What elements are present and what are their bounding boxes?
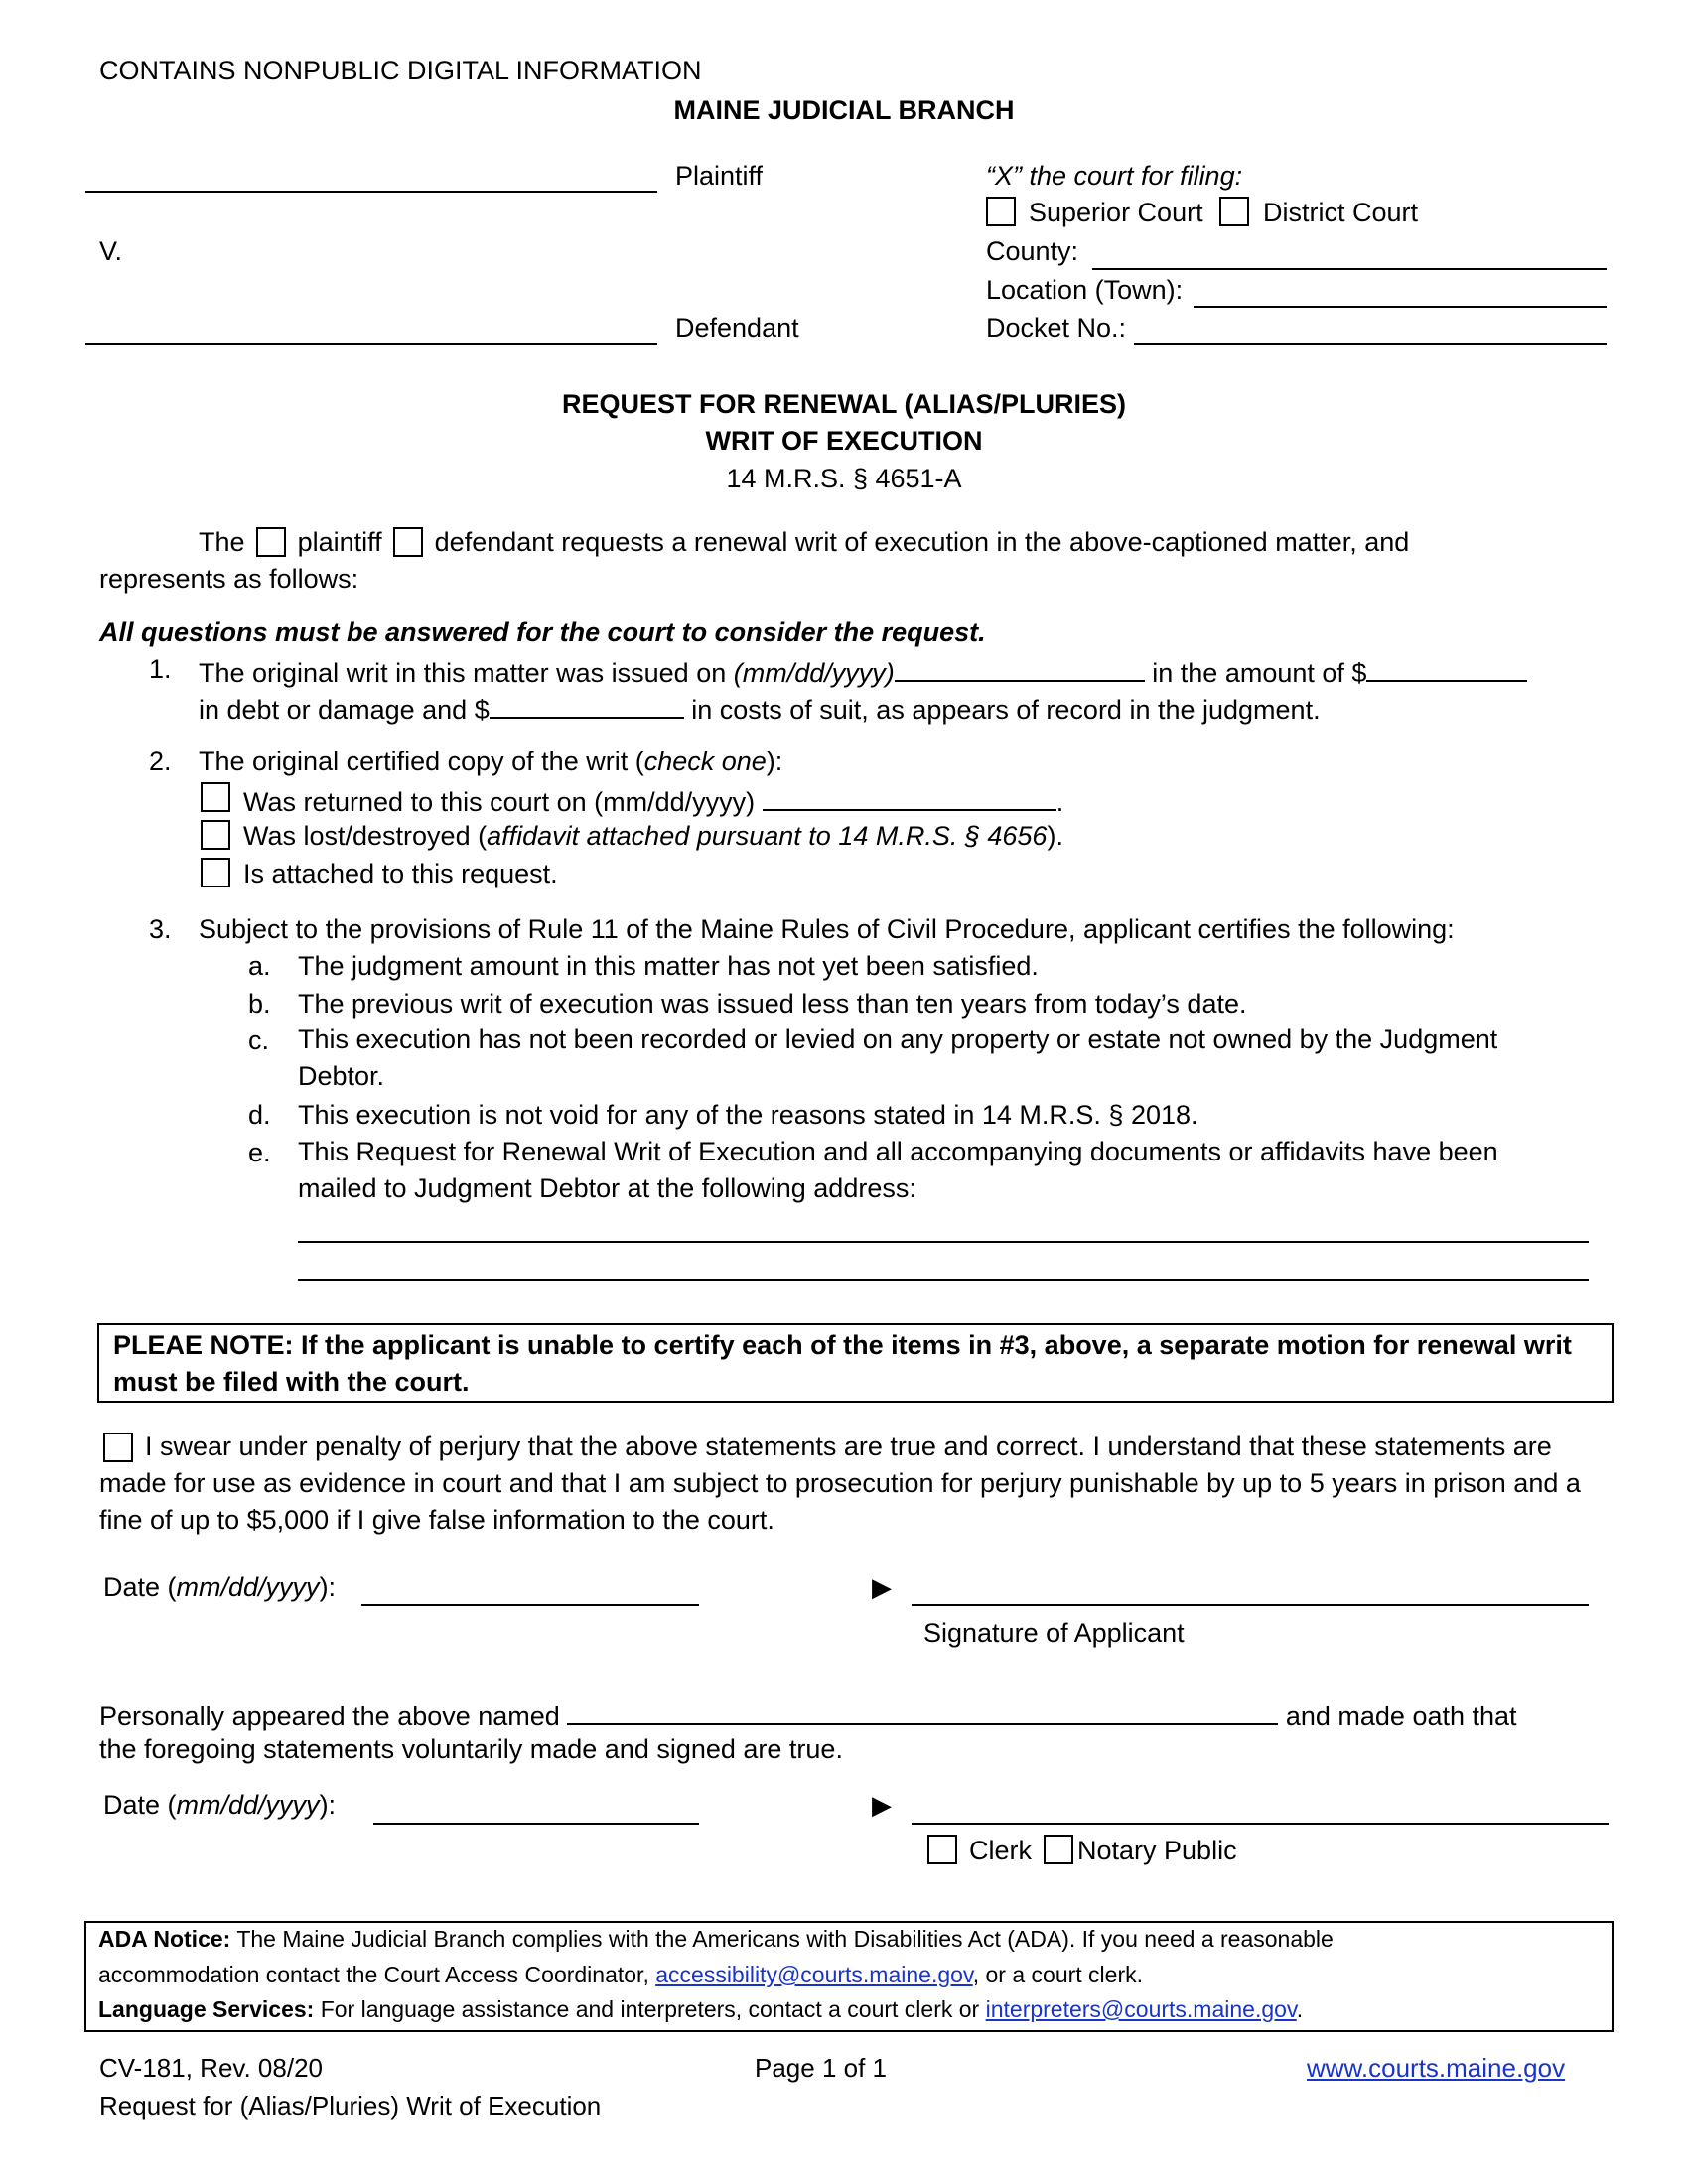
note-text: PLEAE NOTE: If the applicant is unable to certify each of the items in #3, above, a separate motion for renewal writ must be filed with the court. <box>113 1330 1572 1397</box>
notary-label: Notary Public <box>1077 1836 1237 1865</box>
ada-text3: , or a court clerk. <box>972 1962 1143 1987</box>
sub-letter: b. <box>248 989 271 1019</box>
item2-text-end: ): <box>766 747 783 776</box>
docket-line[interactable] <box>1134 343 1607 345</box>
language-text: For language assistance and interpreters, contact a court clerk or <box>320 1996 980 2022</box>
date-hint: mm/dd/yyyy <box>176 1572 320 1602</box>
superior-court-checkbox[interactable] <box>986 197 1016 226</box>
language-end: . <box>1296 1996 1304 2022</box>
date-label-end: ): <box>319 1790 337 1820</box>
plaintiff-name-line[interactable] <box>85 191 657 193</box>
location-label: Location (Town): <box>986 275 1184 305</box>
item2-hint: check one <box>643 747 767 776</box>
returned-option <box>243 783 1063 818</box>
ada-text2: accommodation contact the Court Access Coordinator, <box>98 1962 649 1987</box>
sub-letter: a. <box>248 951 271 981</box>
item1-text-a: The original writ in this matter was issued on <box>199 658 727 688</box>
date-label-a: Date ( <box>103 1790 177 1820</box>
intro-plaintiff: plaintiff <box>297 527 382 557</box>
oath-text: I swear under penalty of perjury that the above statements are true and correct. I understand that these statements are made for use as evidence in court and that I am subject to prosecution for perjury punishable by up to 5 years in prison and a fine of up to $5,000 if I give false information to the court. <box>99 1432 1581 1535</box>
court-instruction: “X” the court for filing: <box>986 161 1243 191</box>
returned-date-field[interactable] <box>763 783 1056 811</box>
intro-line2: represents as follows: <box>99 564 359 594</box>
lost-label: Was lost/destroyed ( <box>243 821 488 851</box>
plaintiff-checkbox[interactable] <box>256 527 286 557</box>
address-line-1[interactable] <box>298 1241 1589 1243</box>
item3-text: Subject to the provisions of Rule 11 of the Maine Rules of Civil Procedure, applicant certifies the following: <box>199 914 1455 944</box>
appearance-line1 <box>99 1698 1517 1732</box>
website-link-wrap <box>1307 2053 1565 2084</box>
appearance-text-b: and made oath that <box>1285 1702 1517 1731</box>
sub-text: The judgment amount in this matter has not yet been satisfied. <box>298 951 1039 981</box>
accessibility-email-link[interactable]: accessibility@courts.maine.gov <box>655 1962 973 1987</box>
date-label-a: Date ( <box>103 1572 177 1602</box>
sub-text: This Request for Renewal Writ of Execution and all accompanying documents or affidavits have been mailed to Judgment Debtor at the following address: <box>298 1137 1498 1203</box>
item1-line1 <box>199 654 1527 689</box>
issue-date-field[interactable] <box>895 654 1145 682</box>
form-title-line1: REQUEST FOR RENEWAL (ALIAS/PLURIES) <box>561 389 1127 419</box>
branch-title: MAINE JUDICIAL BRANCH <box>673 95 1015 125</box>
intro-the: The <box>199 527 245 557</box>
district-court-label: District Court <box>1263 198 1419 227</box>
lost-checkbox[interactable] <box>201 820 230 850</box>
form-id: CV-181, Rev. 08/20 <box>99 2053 323 2083</box>
defendant-checkbox[interactable] <box>393 527 423 557</box>
arrow-icon: ▶ <box>872 1572 892 1602</box>
returned-period: . <box>1055 787 1064 817</box>
defendant-label: Defendant <box>675 313 799 342</box>
defendant-name-line[interactable] <box>85 343 657 345</box>
sub-letter: c. <box>248 1025 270 1055</box>
date-hint: mm/dd/yyyy <box>176 1790 320 1820</box>
clerk-checkbox[interactable] <box>927 1835 957 1864</box>
form-footer-title: Request for (Alias/Pluries) Writ of Execution <box>99 2091 602 2120</box>
ada-text: The Maine Judicial Branch complies with the Americans with Disabilities Act (ADA). If you need a reasonable <box>236 1926 1334 1952</box>
location-line[interactable] <box>1194 306 1607 308</box>
form-title-line2: WRIT OF EXECUTION <box>705 426 983 456</box>
signature-of-applicant-label: Signature of Applicant <box>923 1618 1185 1648</box>
debt-amount-field[interactable] <box>1366 654 1527 682</box>
instruction-text: All questions must be answered for the court to consider the request. <box>99 617 986 647</box>
confidential-header: CONTAINS NONPUBLIC DIGITAL INFORMATION <box>99 56 702 85</box>
item1-text-c: in debt or damage and $ <box>199 695 490 725</box>
sub-text: The previous writ of execution was issued less than ten years from today’s date. <box>298 989 1247 1019</box>
lost-hint: affidavit attached pursuant to 14 M.R.S. § 4656 <box>487 821 1048 851</box>
official-signature-line[interactable] <box>912 1823 1609 1825</box>
attached-checkbox[interactable] <box>201 858 230 887</box>
website-link[interactable]: www.courts.maine.gov <box>1307 2053 1566 2083</box>
statute-reference: 14 M.R.S. § 4651-A <box>726 464 962 493</box>
sub-letter: d. <box>248 1100 271 1130</box>
item1-text-d: in costs of suit, as appears of record in the judgment. <box>691 695 1321 725</box>
date-label-2 <box>103 1790 336 1821</box>
sub-text: This execution is not void for any of the reasons stated in 14 M.R.S. § 2018. <box>298 1100 1198 1130</box>
item3-number: 3. <box>149 914 172 944</box>
county-line[interactable] <box>1092 268 1607 270</box>
county-label: County: <box>986 236 1079 266</box>
date-label-1 <box>103 1572 336 1603</box>
appearance-text-a: Personally appeared the above named <box>99 1702 560 1731</box>
notary-checkbox[interactable] <box>1044 1835 1073 1864</box>
intro-rest: defendant requests a renewal writ of execution in the above-captioned matter, and <box>434 527 1410 557</box>
ada-line2 <box>98 1962 1143 1988</box>
lost-end: ). <box>1047 821 1063 851</box>
docket-label: Docket No.: <box>986 313 1127 342</box>
interpreters-email-link[interactable]: interpreters@courts.maine.gov <box>985 1996 1297 2022</box>
attached-label: Is attached to this request. <box>243 859 558 888</box>
language-line <box>98 1996 1303 2023</box>
ada-label: ADA Notice: <box>98 1926 231 1952</box>
date-field-2[interactable] <box>373 1823 699 1825</box>
item2-text <box>199 747 782 777</box>
arrow-icon: ▶ <box>872 1790 892 1820</box>
page-number: Page 1 of 1 <box>755 2053 887 2083</box>
date-label-end: ): <box>319 1572 337 1602</box>
plaintiff-label: Plaintiff <box>675 161 764 191</box>
sub-text: This execution has not been recorded or levied on any property or estate not owned by the Judgment Debtor. <box>298 1024 1498 1091</box>
sub-letter: e. <box>248 1138 271 1167</box>
item1-date-hint: (mm/dd/yyyy) <box>733 658 895 688</box>
returned-label: Was returned to this court on (mm/dd/yyyy) <box>243 787 756 817</box>
address-line-2[interactable] <box>298 1279 1589 1281</box>
ada-line1 <box>98 1926 1334 1953</box>
language-label: Language Services: <box>98 1996 315 2022</box>
item2-text-a: The original certified copy of the writ ( <box>199 747 644 776</box>
date-field-1[interactable] <box>361 1604 699 1606</box>
appeared-name-field[interactable] <box>567 1698 1278 1725</box>
costs-amount-field[interactable] <box>490 691 684 719</box>
item1-number: 1. <box>149 654 172 684</box>
clerk-label: Clerk <box>969 1836 1033 1865</box>
district-court-checkbox[interactable] <box>1219 197 1249 226</box>
item1-line2 <box>199 691 1321 726</box>
returned-checkbox[interactable] <box>201 782 230 812</box>
intro-line1 <box>199 527 1409 558</box>
superior-court-label: Superior Court <box>1029 198 1203 227</box>
appearance-line2: the foregoing statements voluntarily made and signed are true. <box>99 1734 843 1764</box>
lost-option <box>243 821 1063 852</box>
item2-number: 2. <box>149 747 172 776</box>
versus-label: V. <box>99 236 123 266</box>
item1-text-b: in the amount of $ <box>1152 658 1367 688</box>
applicant-signature-line[interactable] <box>912 1604 1589 1606</box>
